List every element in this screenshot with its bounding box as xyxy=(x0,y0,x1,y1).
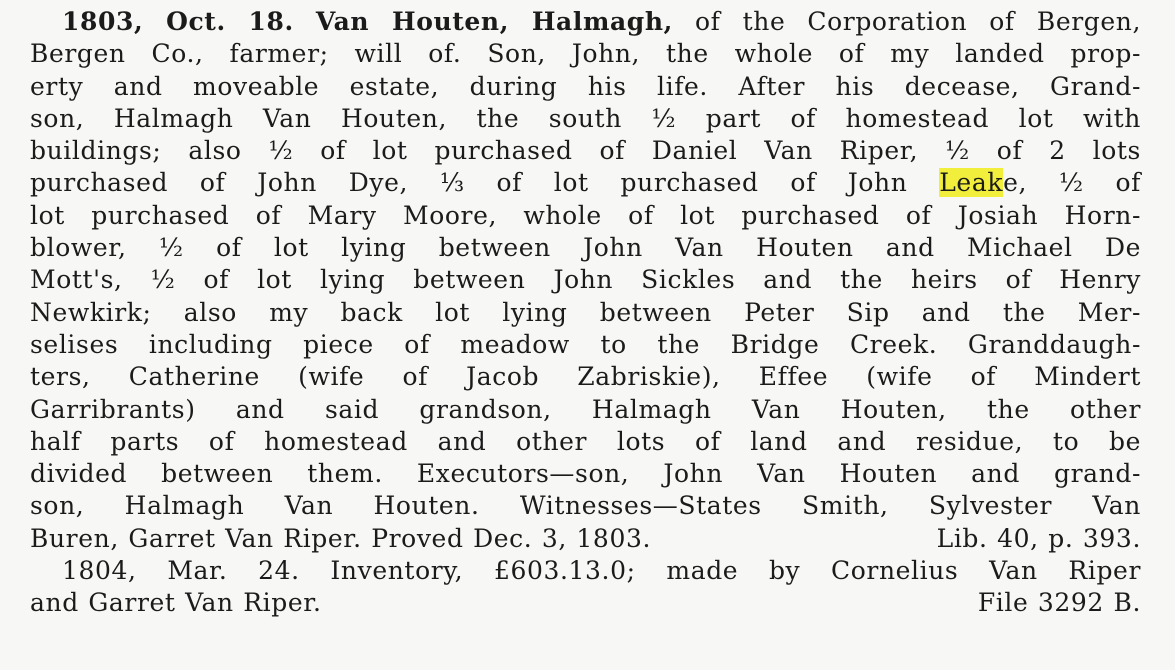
text-segment: and Garret Van Riper. xyxy=(30,588,322,618)
text-line-4: son, Halmagh Van Houten, the south ½ part of homestead lot with xyxy=(30,103,1141,133)
text-line-15: divided between them. Executors—son, John Van Houten and grand- xyxy=(30,459,1141,489)
text-line-1 xyxy=(30,6,1141,38)
entry-date: 1803, Oct. 18. xyxy=(62,7,294,36)
search-highlight: Leak xyxy=(939,168,1004,198)
text-line-3: erty and moveable estate, during his life. After his decease, Grand- xyxy=(30,71,1141,101)
text-line-14: half parts of homestead and other lots of land and residue, to be xyxy=(30,426,1141,456)
text-line-6 xyxy=(30,167,1141,199)
text-segment: Buren, Garret Van Riper. Proved Dec. 3, 1803. xyxy=(30,523,651,553)
text-line-9: Mott's, ½ of lot lying between John Sickles and the heirs of Henry xyxy=(30,265,1141,295)
text-line-2: Bergen Co., farmer; will of. Son, John, the whole of my landed prop- xyxy=(30,39,1141,69)
text-line-7: lot purchased of Mary Moore, whole of lot purchased of Josiah Horn- xyxy=(30,200,1141,230)
inventory-line: 1804, Mar. 24. Inventory, £603.13.0; made by Cornelius Van Riper xyxy=(62,556,1141,586)
text-line-13: Garribrants) and said grandson, Halmagh Van Houten, the other xyxy=(30,394,1141,424)
text-line-11: selises including piece of meadow to the Bridge Creek. Granddaugh- xyxy=(30,329,1141,359)
text-line-12: ters, Catherine (wife of Jacob Zabriskie), Effee (wife of Mindert xyxy=(30,362,1141,392)
text-line-5: buildings; also ½ of lot purchased of Daniel Van Riper, ½ of 2 lots xyxy=(30,136,1141,166)
text-line-8: blower, ½ of lot lying between John Van Houten and Michael De xyxy=(30,233,1141,263)
text-line-16: son, Halmagh Van Houten. Witnesses—States Smith, Sylvester Van xyxy=(30,491,1141,521)
text-segment: e, ½ of xyxy=(1003,168,1142,198)
text-line-10: Newkirk; also my back lot lying between Peter Sip and the Mer- xyxy=(30,297,1141,327)
entry-name: Van Houten, Halmagh, xyxy=(315,7,673,36)
file-reference: File 3292 B. xyxy=(977,588,1141,618)
library-reference: Lib. 40, p. 393. xyxy=(936,523,1141,553)
inventory-last-line xyxy=(30,587,1141,619)
text-line-17 xyxy=(30,523,1141,555)
text-segment: of the Corporation of Bergen, xyxy=(695,7,1142,36)
text-segment: purchased of John Dye, ⅓ of lot purchased of John xyxy=(30,168,940,198)
